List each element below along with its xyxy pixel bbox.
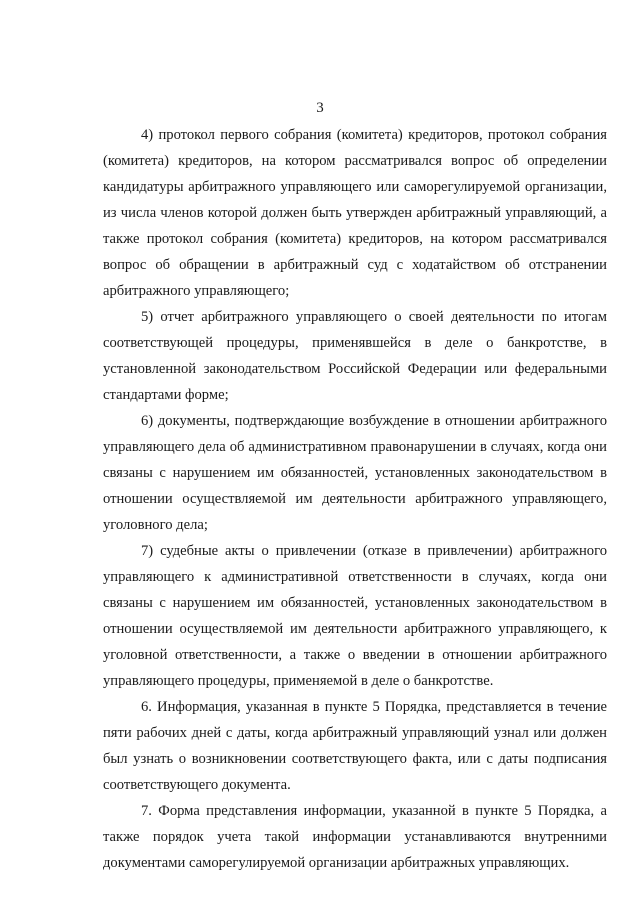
paragraph-clause-7: 7. Форма представления информации, указанной в пункте 5 Порядка, а также порядок учета такой информации устанавливаются внутренними документами саморегулируемой организации арбитражных управляющих.: [103, 803, 607, 871]
paragraph-item-7: 7) судебные акты о привлечении (отказе в привлечении) арбитражного управляющего к административной ответственности в случаях, когда они связаны с нарушением им обязанностей, установленных законодательством в отношении осуществляемой им деятельности арбитражного управляющего, к уголовной ответственности, а также о введении в отношении арбитражного управляющего процедуры, применяемой в деле о банкротстве.: [103, 543, 607, 689]
document-body: [103, 122, 607, 876]
paragraph-item-4: 4) протокол первого собрания (комитета) кредиторов, протокол собрания (комитета) кредиторов, на котором рассматривался вопрос об определении кандидатуры арбитражного управляющего или саморегулируемой организации, из числа членов которой должен быть утвержден арбитражный управляющий, а также протокол собрания (комитета) кредиторов, на котором рассматривался вопрос об обращении в арбитражный суд с ходатайством об отстранении арбитражного управляющего;: [103, 127, 607, 299]
paragraph-item-5: 5) отчет арбитражного управляющего о своей деятельности по итогам соответствующей процедуры, применявшейся в деле о банкротстве, в установленной законодательством Российской Федерации или федеральными стандартами форме;: [103, 309, 607, 403]
paragraph-clause-6: 6. Информация, указанная в пункте 5 Порядка, представляется в течение пяти рабочих дней с даты, когда арбитражный управляющий узнал или должен был узнать о возникновении соответствующего факта, или с даты подписания соответствующего документа.: [103, 699, 607, 793]
page-number: 3: [316, 100, 324, 116]
paragraph-item-6: 6) документы, подтверждающие возбуждение в отношении арбитражного управляющего дела об административном правонарушении в случаях, когда они связаны с нарушением им обязанностей, установленных законодательством в отношении осуществляемой им деятельности арбитражного управляющего, уголовного дела;: [103, 413, 607, 533]
